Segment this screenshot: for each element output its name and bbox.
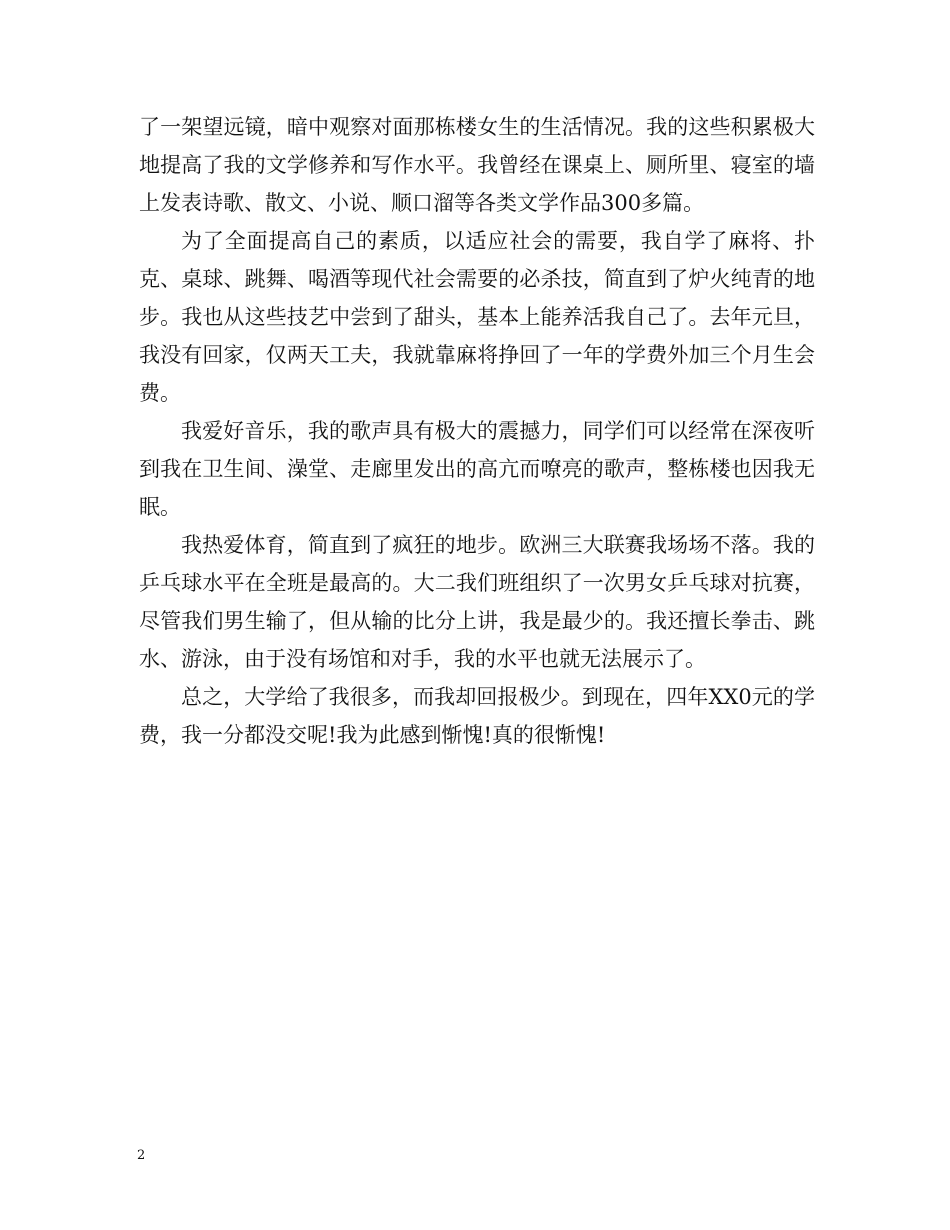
paragraph-conclusion: 总之，大学给了我很多，而我却回报极少。到现在，四年XX0元的学费，我一分都没交呢!我为此感到惭愧!真的很惭愧! xyxy=(139,685,815,747)
document-body xyxy=(139,108,815,754)
page-number: 2 xyxy=(137,1148,146,1163)
paragraph-sports: 我热爱体育，简直到了疯狂的地步。欧洲三大联赛我场场不落。我的乒乓球水平在全班是最高的。大二我们班组织了一次男女乒乓球对抗赛，尽管我们男生输了，但从输的比分上讲，我是最少的。我还擅长拳击、跳水、游泳，由于没有场馆和对手，我的水平也就无法展示了。 xyxy=(139,533,815,671)
paragraph-continued: 了一架望远镜，暗中观察对面那栋楼女生的生活情况。我的这些积累极大地提高了我的文学修养和写作水平。我曾经在课桌上、厕所里、寝室的墙上发表诗歌、散文、小说、顺口溜等各类文学作品300多篇。 xyxy=(139,115,815,215)
paragraph-self-study-skills: 为了全面提高自己的素质，以适应社会的需要，我自学了麻将、扑克、桌球、跳舞、喝酒等现代社会需要的必杀技，简直到了炉火纯青的地步。我也从这些技艺中尝到了甜头，基本上能养活我自己了。去年元旦，我没有回家，仅两天工夫，我就靠麻将挣回了一年的学费外加三个月生会费。 xyxy=(139,229,815,405)
paragraph-music: 我爱好音乐，我的歌声具有极大的震撼力，同学们可以经常在深夜听到我在卫生间、澡堂、走廊里发出的高亢而嘹亮的歌声，整栋楼也因我无眠。 xyxy=(139,419,815,519)
